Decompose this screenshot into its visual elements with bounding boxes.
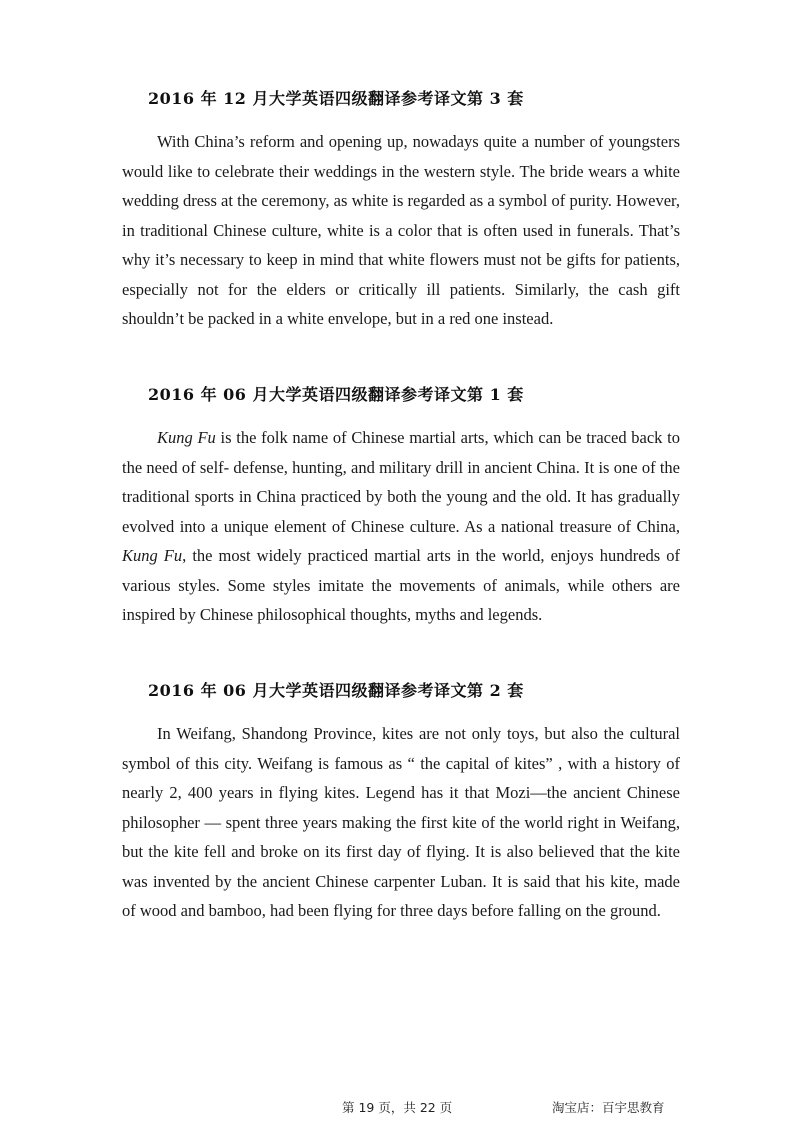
- section-paragraph: [122, 423, 680, 630]
- page-number: 第 19 页，共 22 页: [342, 1100, 453, 1115]
- translation-section-2: [122, 385, 680, 630]
- translation-section-1: [122, 89, 680, 334]
- section-title: 2016 年 12 月大学英语四级翻译参考译文第 3 套: [148, 89, 524, 108]
- paragraph-text-part-1: is the folk name of Chinese martial arts, which can be traced back to the need of self- defense, hunting, and military drill in ancient China. It is one of the traditional sports in China practiced by both the young and the old. It has gradually evolved into a unique element of Chinese culture. As a national treasure of China,: [122, 428, 680, 536]
- section-title: 2016 年 06 月大学英语四级翻译参考译文第 1 套: [148, 385, 524, 404]
- shop-label: 淘宝店：百宇思教育: [552, 1100, 665, 1115]
- italic-term: Kung Fu: [122, 546, 183, 565]
- translation-section-3: [122, 681, 680, 926]
- section-paragraph: With China’s reform and opening up, nowadays quite a number of youngsters would like to celebrate their weddings in the western style. The bride wears a white wedding dress at the ceremony, as white is regarded as a symbol of purity. However, in traditional Chinese culture, white is a color that is often used in funerals. That’s why it’s necessary to keep in mind that white flowers must not be gifts for patients, especially not for the elders or critically ill patients. Similarly, the cash gift shouldn’t be packed in a white envelope, but in a red one instead.: [122, 132, 680, 328]
- paragraph-text-part-2: , the most widely practiced martial arts in the world, enjoys hundreds of various styles. Some styles imitate the movements of animals, while others are inspired by Chinese philosophical thoughts, myths and legends.: [122, 546, 680, 624]
- section-paragraph: In Weifang, Shandong Province, kites are not only toys, but also the cultural symbol of this city. Weifang is famous as “ the capital of kites” , with a history of nearly 2, 400 years in flying kites. Legend has it that Mozi—the ancient Chinese philosopher — spent three years making the first kite of the world right in Weifang, but the kite fell and broke on its first day of flying. It is also believed that the kite was invented by the ancient Chinese carpenter Luban. It is said that his kite, made of wood and bamboo, had been flying for three days before falling on the ground.: [122, 724, 680, 920]
- italic-term: Kung Fu: [157, 428, 216, 447]
- page-footer: [0, 1096, 800, 1118]
- section-title: 2016 年 06 月大学英语四级翻译参考译文第 2 套: [148, 681, 524, 700]
